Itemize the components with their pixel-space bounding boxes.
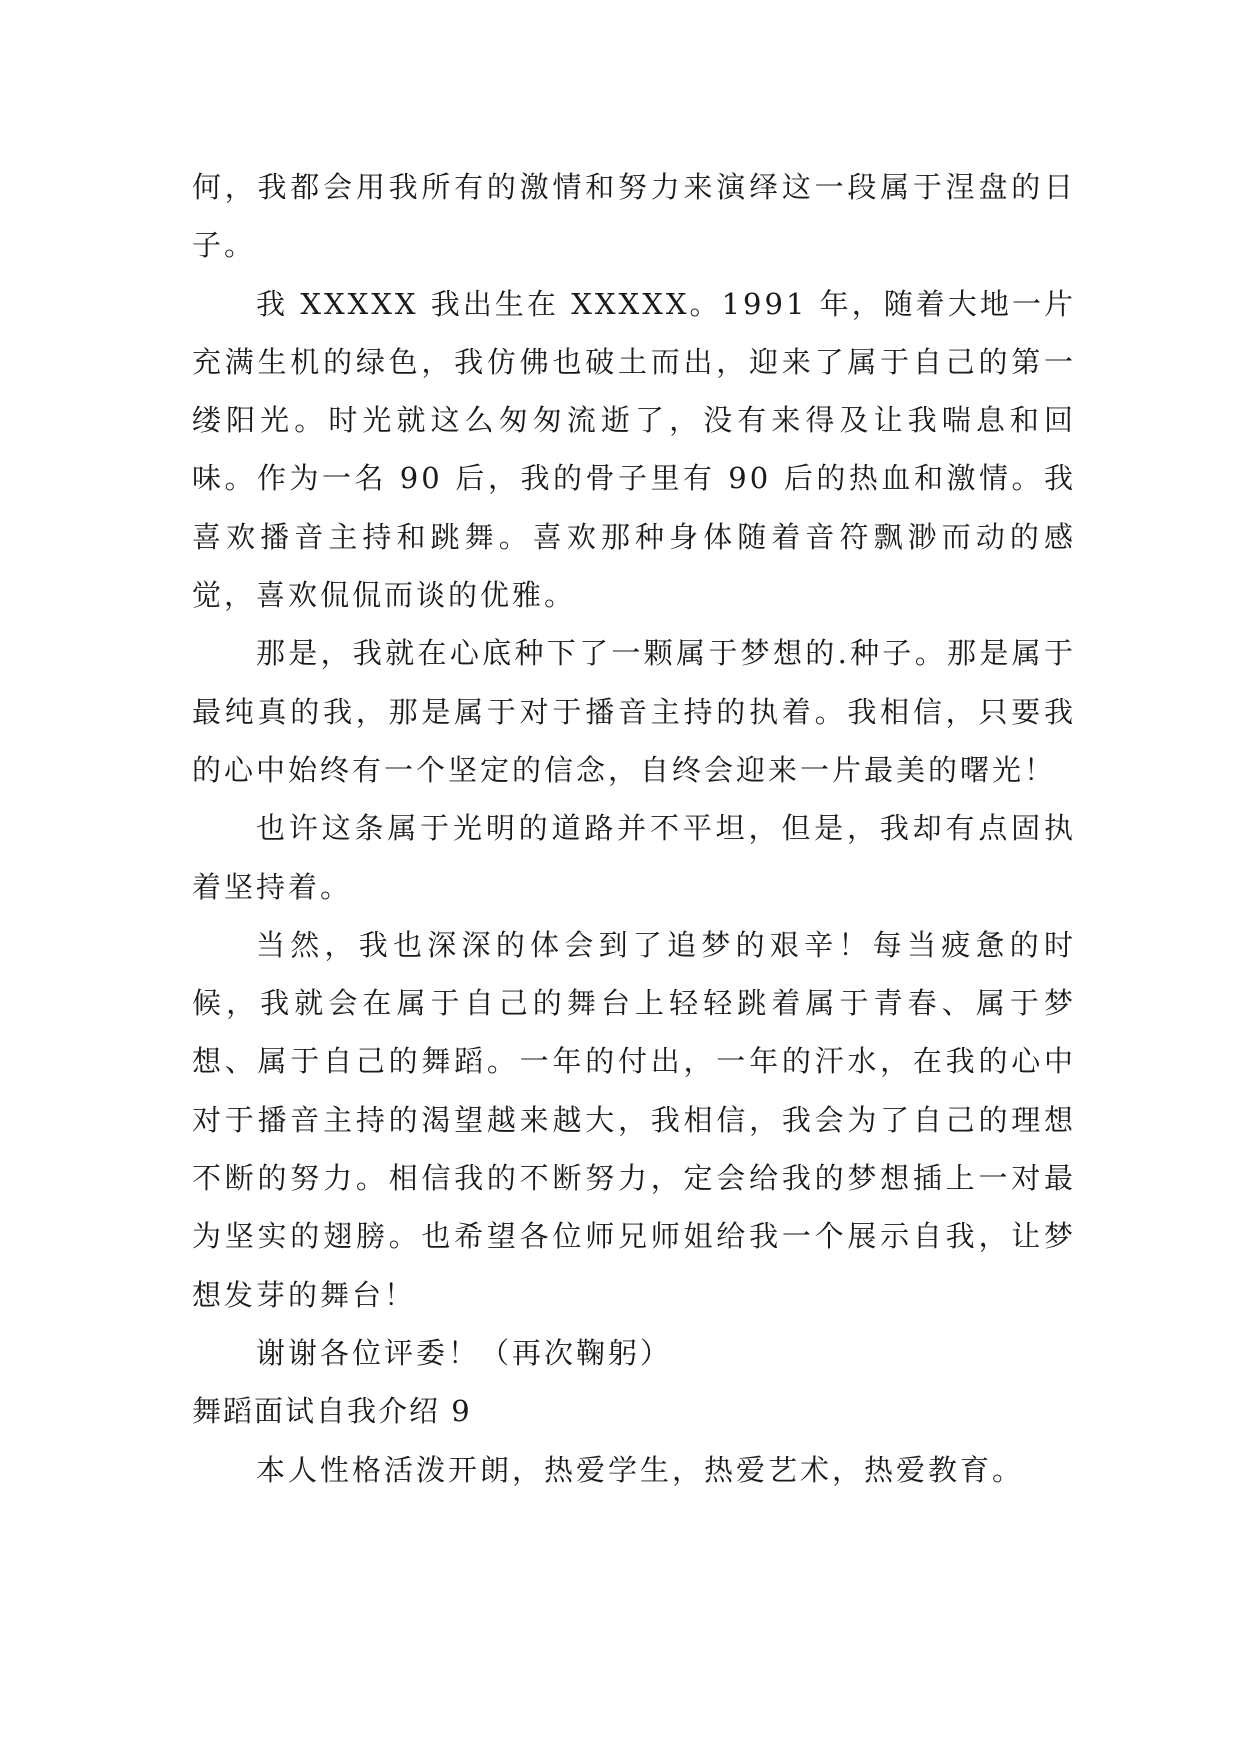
paragraph-hardship: 当然，我也深深的体会到了追梦的艰辛！每当疲惫的时候，我就会在属于自己的舞台上轻轻跳着属于青春、属于梦想、属于自己的舞蹈。一年的付出，一年的汗水，在我的心中对于播音主持的渴望越来越大，我相信，我会为了自己的理想不断的努力。相信我的不断努力，定会给我的梦想插上一对最为坚实的翅膀。也希望各位师兄师姐给我一个展示自我，让梦想发芽的舞台！ [192, 927, 1076, 1312]
paragraph-persistence: 也许这条属于光明的道路并不平坦，但是，我却有点固执着坚持着。 [192, 811, 1076, 904]
paragraph-birth-intro: 我 XXXXX 我出生在 XXXXX。1991 年，随着大地一片充满生机的绿色，我仿佛也破土而出，迎来了属于自己的第一缕阳光。时光就这么匆匆流逝了，没有来得及让我喘息和回味。作为一名 90 后，我的骨子里有 90 后的热血和激情。我喜欢播音主持和跳舞。喜欢那种身体随着音符飘渺而动的感觉，喜欢侃侃而谈的优雅。 [192, 286, 1076, 613]
paragraph-personality: 本人性格活泼开朗，热爱学生，热爱艺术，热爱教育。 [256, 1452, 1025, 1487]
paragraph-dream-seed: 那是，我就在心底种下了一颗属于梦想的.种子。那是属于最纯真的我，那是属于对于播音主持的执着。我相信，只要我的心中始终有一个坚定的信念，自终会迎来一片最美的曙光！ [192, 636, 1076, 787]
paragraph-continuation: 何，我都会用我所有的激情和努力来演绎这一段属于涅盘的日子。 [192, 170, 1076, 263]
paragraph-thanks: 谢谢各位评委！（再次鞠躬） [256, 1335, 673, 1370]
section-heading: 舞蹈面试自我介绍 9 [192, 1394, 472, 1429]
document-body [192, 158, 1076, 1499]
